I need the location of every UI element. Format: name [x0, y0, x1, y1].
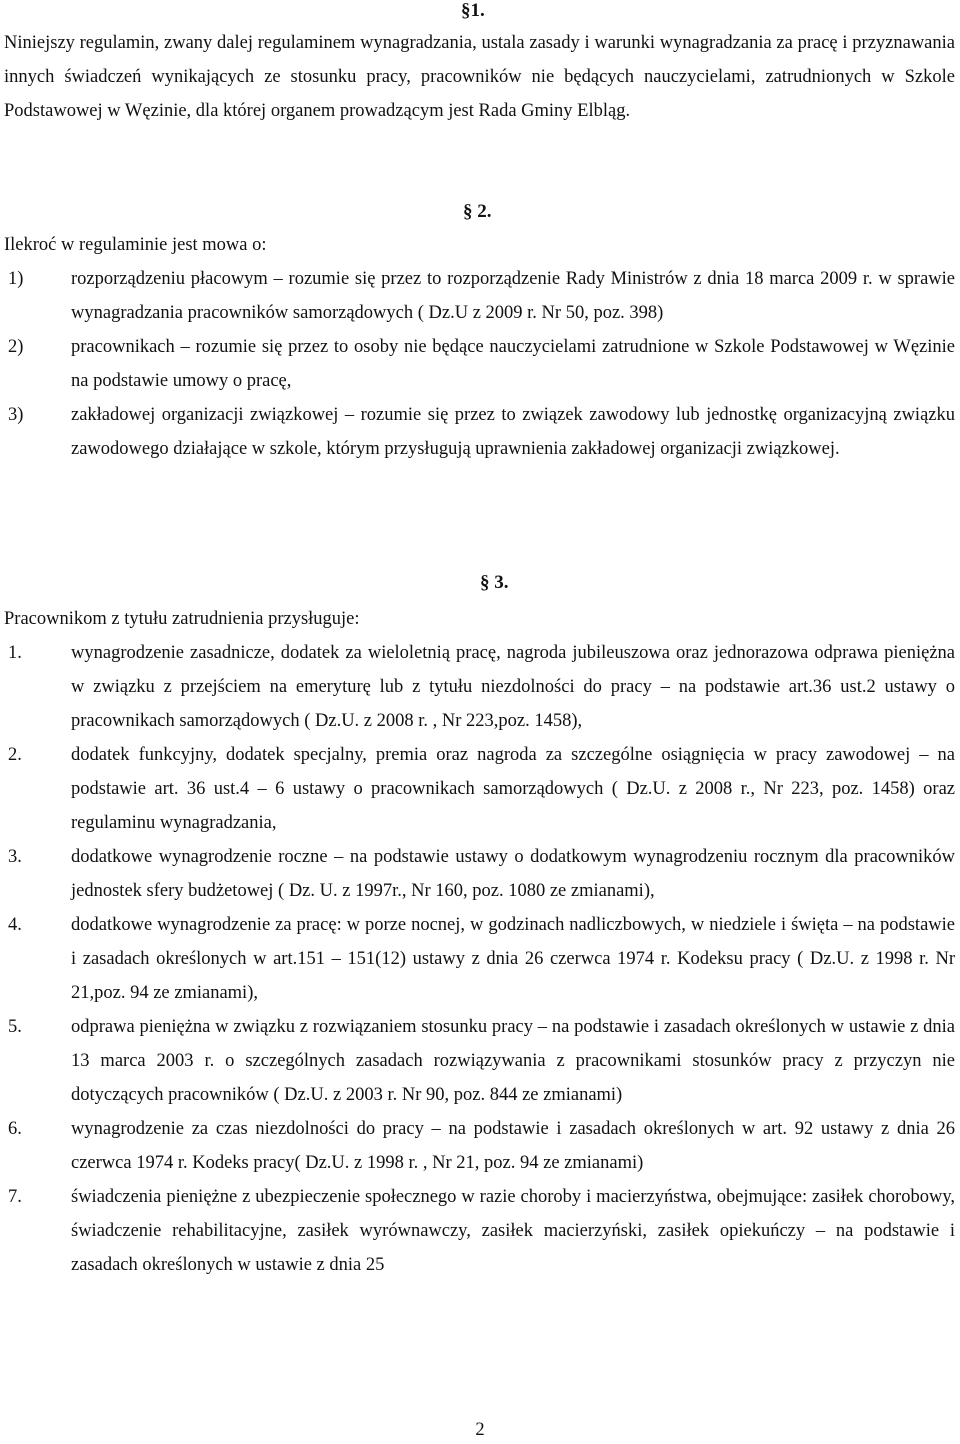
section-1-heading: §1.: [461, 0, 485, 21]
section-3-heading: § 3.: [480, 572, 509, 593]
section-3-list: [4, 636, 955, 1282]
list-item: [4, 398, 955, 466]
section-3-body: [4, 602, 955, 1282]
section-3-intro: Pracownikom z tytułu zatrudnienia przysługuje:: [4, 609, 360, 629]
list-item-text: dodatkowe wynagrodzenie roczne – na podstawie ustawy o dodatkowym wynagrodzeniu rocznym dla pracowników jednostek sfery budżetowej ( Dz. U. z 1997r., Nr 160, poz. 1080 ze zmianami),: [71, 847, 955, 901]
list-item: [4, 636, 955, 738]
section-1-paragraph: Niniejszy regulamin, zwany dalej regulaminem wynagradzania, ustala zasady i warunki wynagradzania za pracę i przyznawania innych świadczeń wynikających ze stosunku pracy, pracowników nie będących nauczycielami, zatrudnionych w Szkole Podstawowej w Węzinie, dla której organem prowadzącym jest Rada Gminy Elbląg.: [4, 33, 955, 121]
list-item-number: 2): [8, 337, 24, 357]
list-item-text: pracownikach – rozumie się przez to osoby nie będące nauczycielami zatrudnione w Szkole Podstawowej w Węzinie na podstawie umowy o pracę,: [71, 337, 955, 391]
list-item-number: 2.: [8, 745, 22, 765]
list-item: [4, 330, 955, 398]
list-item-number: 6.: [8, 1119, 22, 1139]
list-item: [4, 262, 955, 330]
list-item: [4, 1112, 955, 1180]
list-item-text: rozporządzeniu płacowym – rozumie się przez to rozporządzenie Rady Ministrów z dnia 18 marca 2009 r. w sprawie wynagradzania pracowników samorządowych ( Dz.U z 2009 r. Nr 50, poz. 398): [71, 269, 955, 323]
list-item-number: 1): [8, 269, 24, 289]
list-item-number: 3.: [8, 847, 22, 867]
section-2-heading: § 2.: [463, 201, 492, 222]
list-item: [4, 1010, 955, 1112]
list-item-text: wynagrodzenie zasadnicze, dodatek za wieloletnią pracę, nagroda jubileuszowa oraz jednorazowa odprawa pieniężna w związku z przejściem na emeryturę lub z tytułu niezdolności do pracy – na podstawie art.36 ust.2 ustawy o pracownikach samorządowych ( Dz.U. z 2008 r. , Nr 223,poz. 1458),: [71, 643, 955, 731]
list-item-number: 7.: [8, 1187, 22, 1207]
list-item-text: odprawa pieniężna w związku z rozwiązaniem stosunku pracy – na podstawie i zasadach określonych w ustawie z dnia 13 marca 2003 r. o szczególnych zasadach rozwiązywania z pracownikami stosunków pracy z przyczyn nie dotyczących pracowników ( Dz.U. z 2003 r. Nr 90, poz. 844 ze zmianami): [71, 1017, 955, 1105]
list-item: [4, 738, 955, 840]
list-item-number: 4.: [8, 915, 22, 935]
list-item: [4, 1180, 955, 1282]
page-number: 2: [475, 1420, 485, 1440]
section-2-body: [4, 228, 955, 466]
list-item-text: dodatkowe wynagrodzenie za pracę: w porze nocnej, w godzinach nadliczbowych, w niedziele i święta – na podstawie i zasadach określonych w art.151 – 151(12) ustawy z dnia 26 czerwca 1974 r. Kodeksu pracy ( Dz.U. z 1998 r. Nr 21,poz. 94 ze zmianami),: [71, 915, 955, 1003]
list-item-text: wynagrodzenie za czas niezdolności do pracy – na podstawie i zasadach określonych w art. 92 ustawy z dnia 26 czerwca 1974 r. Kodeks pracy( Dz.U. z 1998 r. , Nr 21, poz. 94 ze zmianami): [71, 1119, 955, 1173]
section-2-list: [4, 262, 955, 466]
list-item: [4, 840, 955, 908]
list-item: [4, 908, 955, 1010]
list-item-number: 5.: [8, 1017, 22, 1037]
list-item-text: dodatek funkcyjny, dodatek specjalny, premia oraz nagroda za szczególne osiągnięcia w pracy zawodowej – na podstawie art. 36 ust.4 – 6 ustawy o pracownikach samorządowych ( Dz.U. z 2008 r., Nr 223, poz. 1458) oraz regulaminu wynagradzania,: [71, 745, 955, 833]
list-item-number: 1.: [8, 643, 22, 663]
list-item-text: zakładowej organizacji związkowej – rozumie się przez to związek zawodowy lub jednostkę organizacyjną związku zawodowego działające w szkole, którym przysługują uprawnienia zakładowej organizacji związkowej.: [71, 405, 955, 459]
list-item-text: świadczenia pieniężne z ubezpieczenie społecznego w razie choroby i macierzyństwa, obejmujące: zasiłek chorobowy, świadczenie rehabilitacyjne, zasiłek wyrównawczy, zasiłek macierzyński, zasiłek opiekuńczy – na podstawie i zasadach określonych w ustawie z dnia 25: [71, 1187, 955, 1275]
list-item-number: 3): [8, 405, 24, 425]
section-2-intro: Ilekroć w regulaminie jest mowa o:: [4, 235, 267, 255]
